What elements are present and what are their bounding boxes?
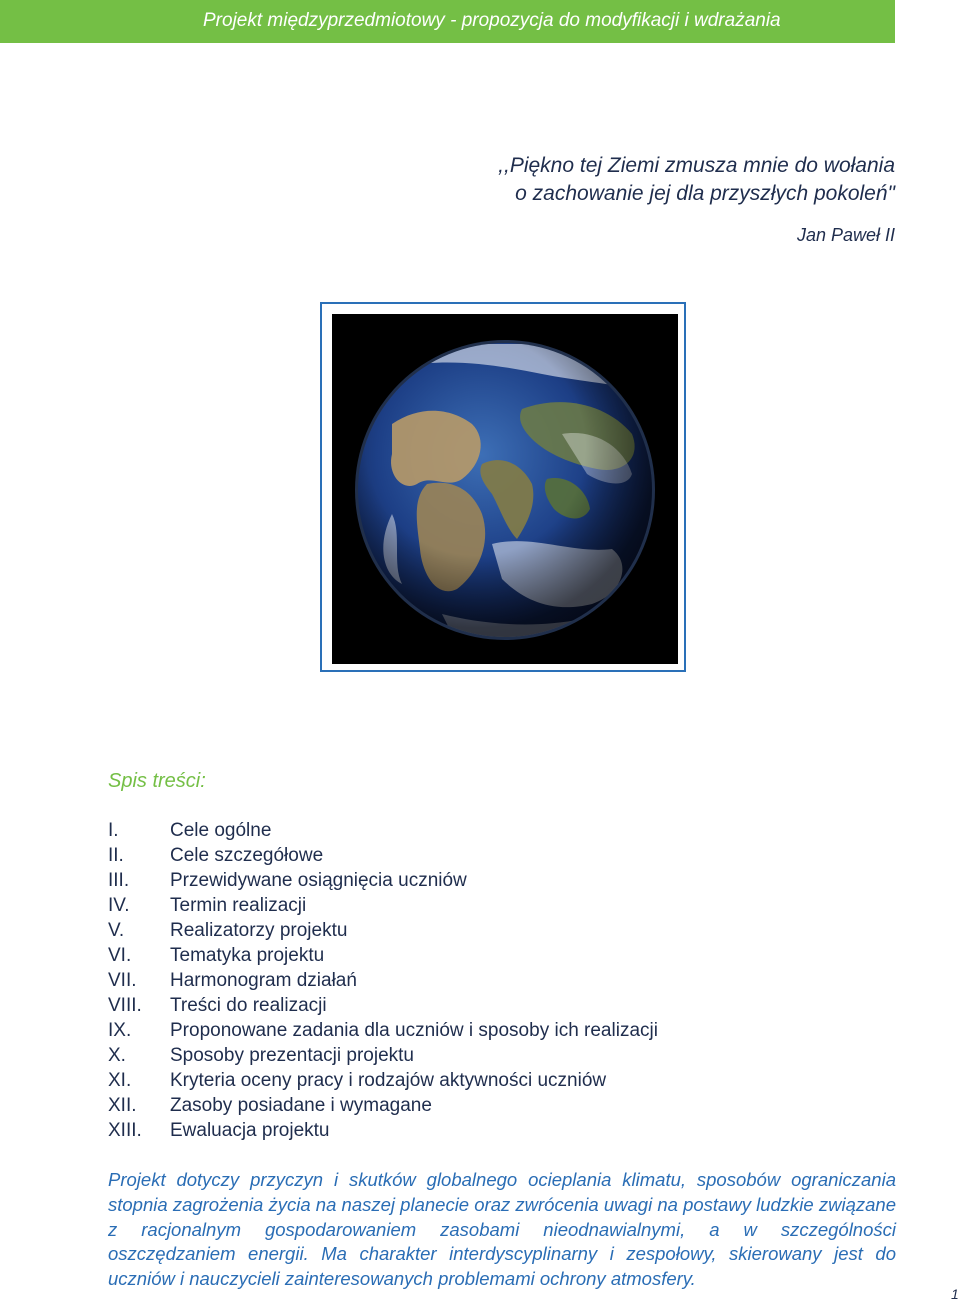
toc-item [108, 1018, 658, 1043]
toc-item-label: Kryteria oceny pracy i rodzajów aktywności uczniów [170, 1070, 607, 1091]
toc-item-label: Cele szczegółowe [170, 845, 324, 866]
toc-item-number: VIII. [108, 995, 142, 1016]
toc-item-label: Cele ogólne [170, 820, 272, 841]
project-summary: Projekt dotyczy przyczyn i skutków globalnego ocieplania klimatu, sposobów ograniczania stopnia zagrożenia życia na naszej planecie oraz zwrócenia uwagi na postawy ludzkie związane z racjonalnym gospodarowaniem zasobami nieodnawialnymi, a w szczególności oszczędzaniem energii. Ma charakter interdyscyplinarny i zespołowy, skierowany jest do uczniów i nauczycieli zainteresowanych problemami ochrony atmosfery. [108, 1169, 896, 1290]
table-of-contents [108, 818, 658, 1143]
toc-item [108, 943, 658, 968]
toc-item [108, 1043, 658, 1068]
quote-line-1: ,,Piękno tej Ziemi zmusza mnie do wołania [498, 154, 895, 177]
toc-item-number: XIII. [108, 1120, 142, 1141]
toc-item [108, 1118, 658, 1143]
toc-item [108, 968, 658, 993]
toc-heading: Spis treści: [108, 770, 206, 792]
header-title: Projekt międzyprzedmiotowy - propozycja do modyfikacji i wdrażania [203, 10, 781, 31]
toc-item-label: Treści do realizacji [170, 995, 327, 1016]
toc-item-number: II. [108, 845, 124, 866]
toc-item-number: XI. [108, 1070, 132, 1091]
toc-item-number: XII. [108, 1095, 137, 1116]
toc-item-label: Ewaluacja projektu [170, 1120, 330, 1141]
epigraph-quote [498, 152, 895, 208]
toc-item-label: Zasoby posiadane i wymagane [170, 1095, 432, 1116]
toc-item-label: Sposoby prezentacji projektu [170, 1045, 414, 1066]
toc-item [108, 1068, 658, 1093]
toc-item-label: Realizatorzy projektu [170, 920, 348, 941]
toc-item-number: IX. [108, 1020, 132, 1041]
toc-item [108, 893, 658, 918]
toc-item-number: I. [108, 820, 119, 841]
toc-item [108, 868, 658, 893]
header-bar [0, 0, 895, 43]
toc-item-label: Tematyka projektu [170, 945, 325, 966]
page-number: 1 [951, 1286, 959, 1302]
toc-item-label: Proponowane zadania dla uczniów i sposoby ich realizacji [170, 1020, 658, 1041]
toc-item-label: Termin realizacji [170, 895, 307, 916]
quote-author: Jan Paweł II [796, 225, 895, 245]
earth-photo [332, 314, 678, 664]
toc-item-number: IV. [108, 895, 130, 916]
toc-item [108, 818, 658, 843]
earth-image-frame [320, 302, 686, 672]
toc-item-label: Harmonogram działań [170, 970, 357, 991]
toc-item-number: VII. [108, 970, 137, 991]
toc-item-number: V. [108, 920, 125, 941]
toc-item [108, 918, 658, 943]
toc-item [108, 1093, 658, 1118]
toc-item-number: VI. [108, 945, 132, 966]
toc-item [108, 843, 658, 868]
quote-line-2: o zachowanie jej dla przyszłych pokoleń" [515, 182, 895, 205]
toc-item [108, 993, 658, 1018]
toc-item-number: III. [108, 870, 130, 891]
toc-item-number: X. [108, 1045, 126, 1066]
toc-item-label: Przewidywane osiągnięcia uczniów [170, 870, 467, 891]
